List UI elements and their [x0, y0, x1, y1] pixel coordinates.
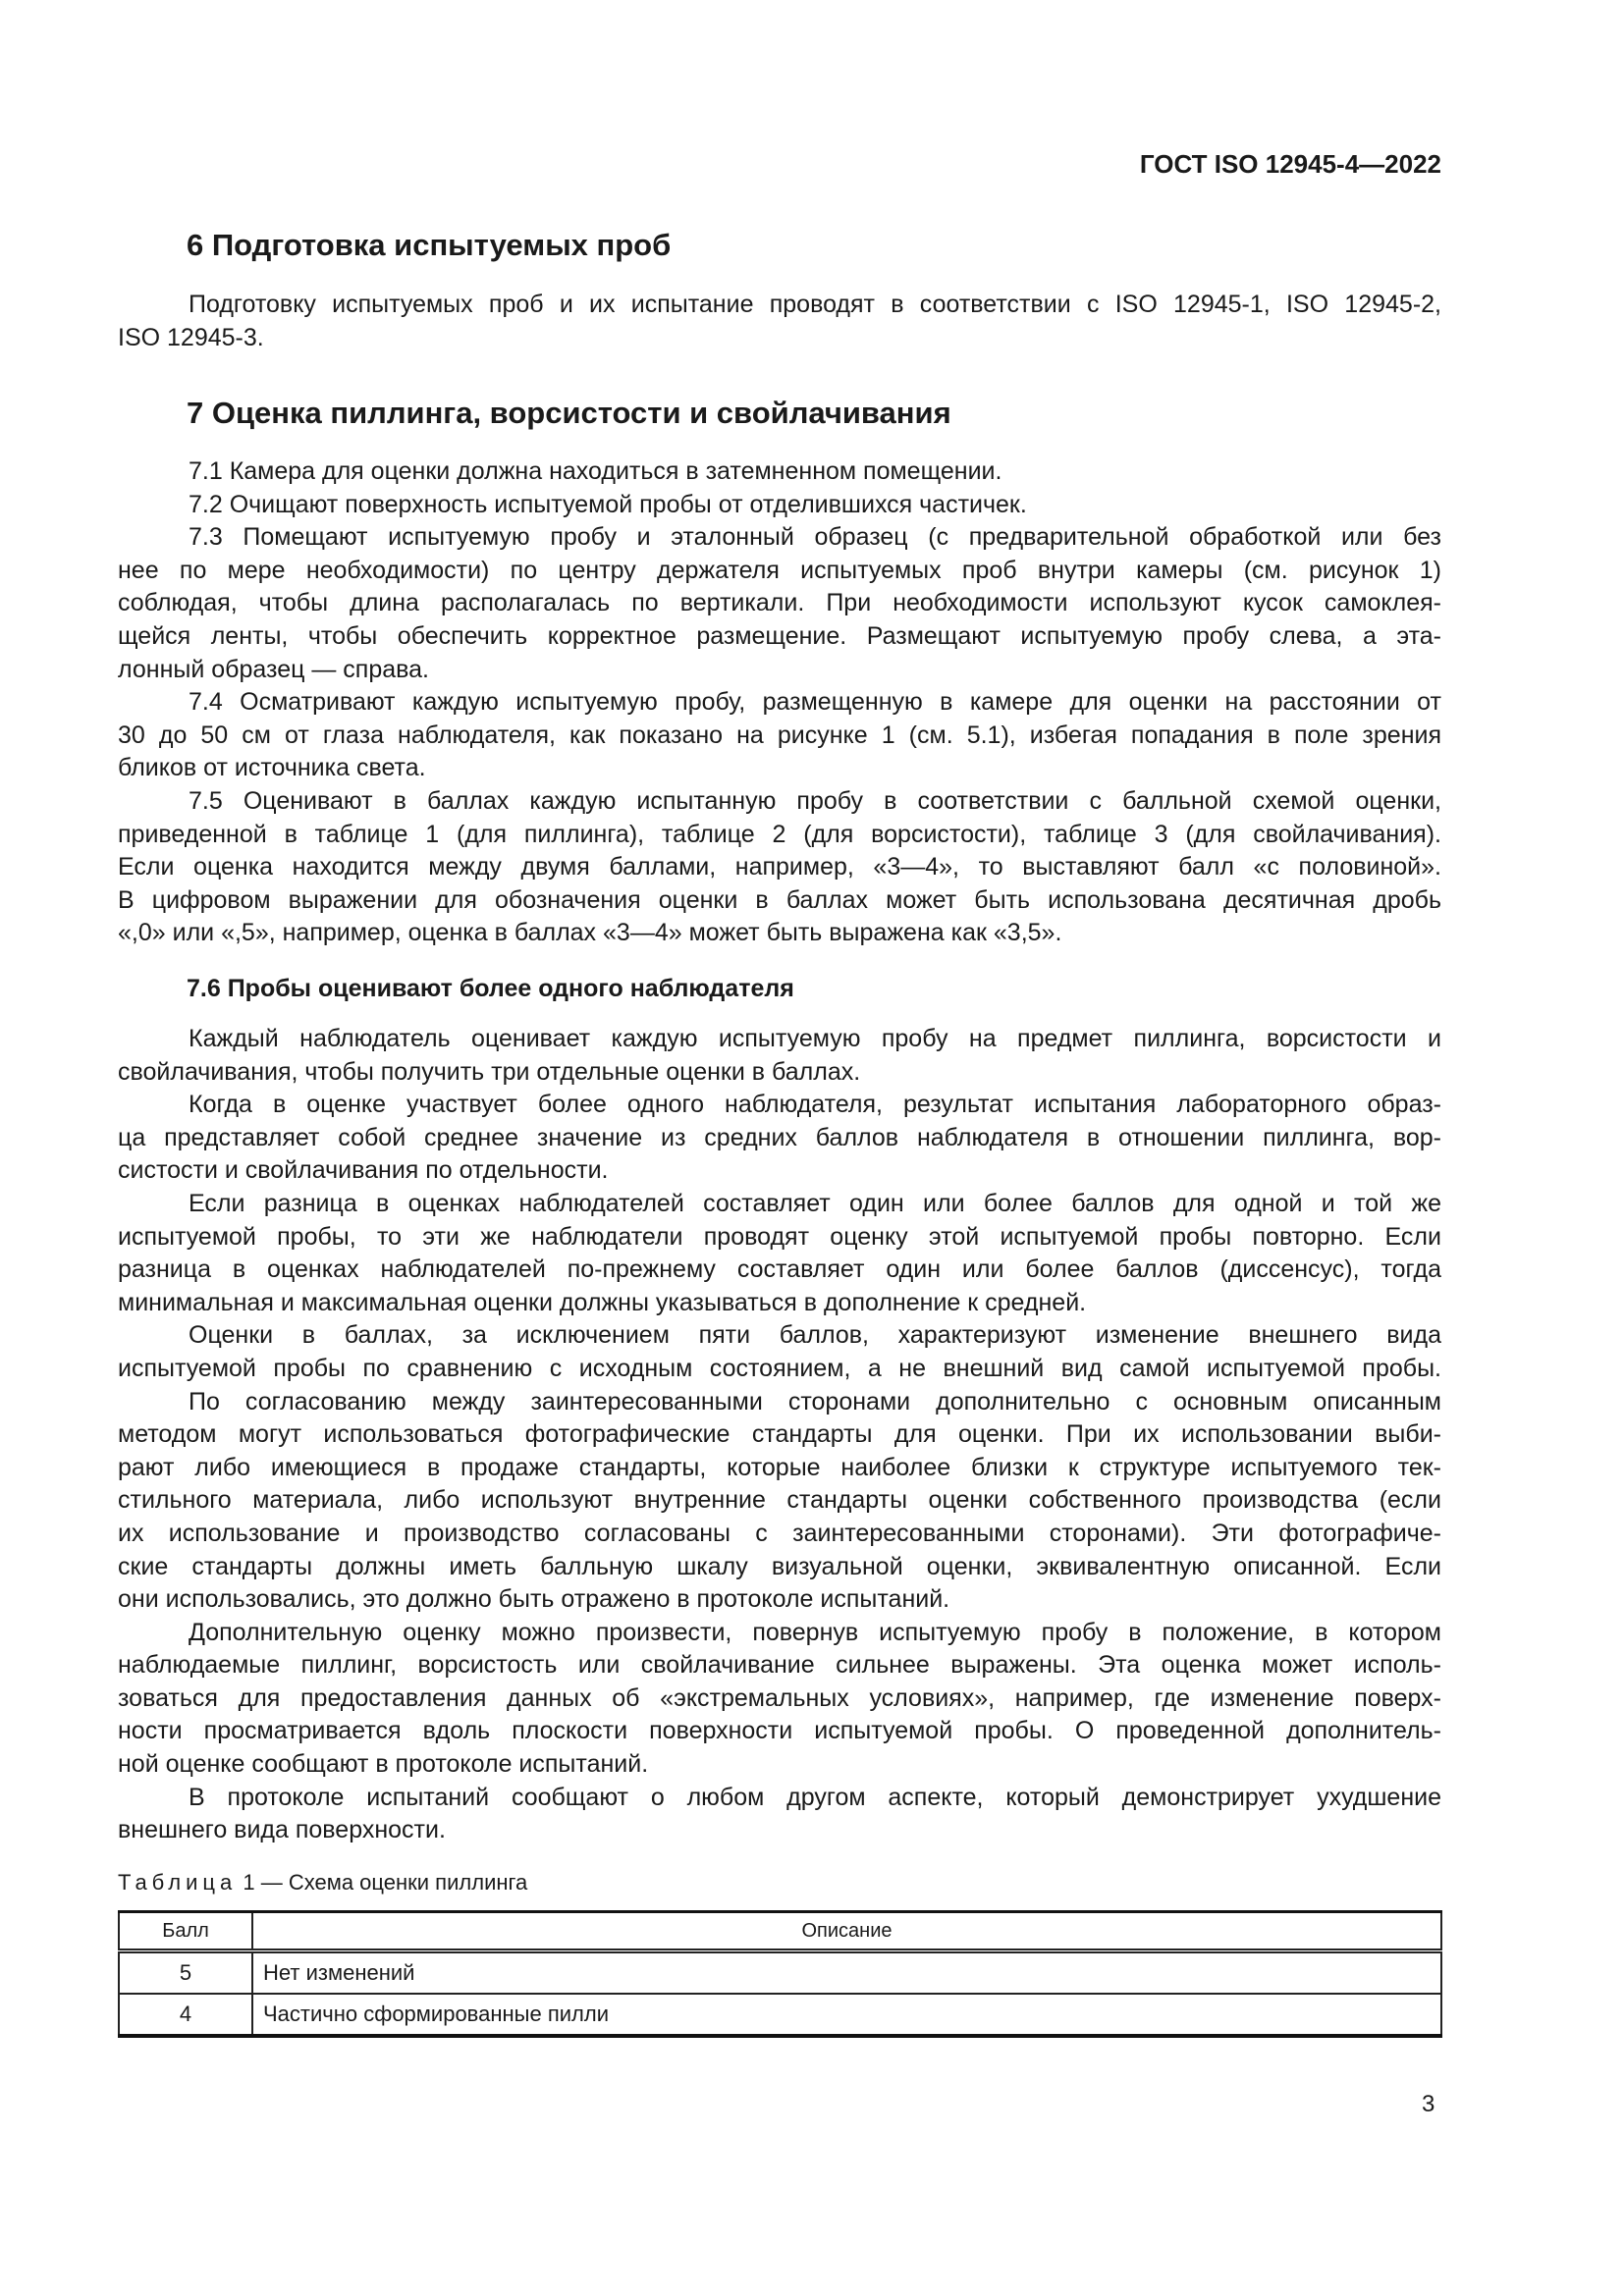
pilling-table [118, 1910, 1442, 2038]
table-caption [118, 1870, 527, 1896]
text-line: систости и свойлачивания по отдельности. [118, 1156, 609, 1185]
text-line: Когда в оценке участвует более одного наблюдателя, результат испытания лабораторного образ- [189, 1091, 1441, 1119]
section-7-heading: 7 Оценка пиллинга, ворсистости и свойлачивания [187, 396, 951, 430]
text-line: бликов от источника света. [118, 754, 426, 782]
text-line: Если разница в оценках наблюдателей составляет один или более баллов для одной и той же [189, 1189, 1441, 1217]
column-header-description: Описание [252, 1912, 1441, 1951]
text-line: разница в оценках наблюдателей по-прежнему составляет один или более баллов (диссенсус), тогда [118, 1255, 1441, 1284]
text-line: 7.5 Оценивают в баллах каждую испытанную пробу в соответствии с балльной схемой оценки, [189, 786, 1441, 815]
table-header-row [119, 1912, 1441, 1951]
section-7-body [118, 455, 1441, 950]
text-line: Если оценка находится между двумя баллами, например, «3—4», то выставляют балл «с половиной». [118, 853, 1441, 881]
text-line: ной оценке сообщают в протоколе испытаний. [118, 1750, 649, 1779]
text-line: приведенной в таблице 1 (для пиллинга), таблице 2 (для ворсистости), таблице 3 (для свойлачивания). [118, 820, 1441, 848]
text-line: Дополнительную оценку можно произвести, повернув испытуемую пробу в положение, в котором [189, 1618, 1441, 1646]
table-row [119, 1951, 1441, 1995]
text-line: щейся ленты, чтобы обеспечить корректное размещение. Размещают испытуемую пробу слева, а эта- [118, 621, 1441, 650]
text-line: соблюдая, чтобы длина располагалась по вертикали. При необходимости используют кусок самоклея- [118, 589, 1441, 617]
text-line: 7.3 Помещают испытуемую пробу и эталонный образец (с предварительной обработкой или без [189, 523, 1441, 552]
column-header-score: Балл [119, 1912, 252, 1951]
text-line: минимальная и максимальная оценки должны указываться в дополнение к средней. [118, 1288, 1087, 1316]
section-6-body [118, 289, 1441, 354]
text-line: испытуемой пробы, то эти же наблюдатели проводят оценку этой испытуемой пробы повторно. Если [118, 1222, 1441, 1251]
text-line: лонный образец — справа. [118, 655, 430, 683]
text-line: они использовались, это должно быть отражено в протоколе испытаний. [118, 1585, 950, 1614]
text-line: рают либо имеющиеся в продаже стандарты, которые наиболее близки к структуре испытуемого тек- [118, 1453, 1441, 1481]
table-caption-text: 1 — Схема оценки пиллинга [237, 1870, 528, 1895]
text-line: зоваться для предоставления данных об «экстремальных условиях», например, где изменение поверх- [118, 1683, 1441, 1712]
text-line: ские стандарты должны иметь балльную шкалу визуальной оценки, эквивалентную описанной. Если [118, 1552, 1441, 1580]
text-line: ности просматривается вдоль плоскости поверхности испытуемой пробы. О проведенной дополнитель- [118, 1717, 1441, 1745]
text-line: ISO 12945-3. [118, 323, 264, 351]
text-line: Подготовку испытуемых проб и их испытание проводят в соответствии с ISO 12945-1, ISO 12945-2, [189, 291, 1441, 318]
text-line: внешнего вида поверхности. [118, 1816, 446, 1844]
description-cell: Нет изменений [252, 1951, 1441, 1995]
text-line: наблюдаемые пиллинг, ворсистость или свойлачивание сильнее выражены. Эта оценка может исполь- [118, 1651, 1441, 1680]
section-7-6-heading: 7.6 Пробы оценивают более одного наблюдателя [187, 975, 794, 1002]
section-7-6-body [118, 1023, 1441, 1847]
score-cell: 5 [119, 1951, 252, 1995]
text-line: «,0» или «,5», например, оценка в баллах «3—4» может быть выражена как «3,5». [118, 919, 1062, 947]
text-line: ца представляет собой среднее значение из средних баллов наблюдателя в отношении пиллинга, вор- [118, 1123, 1441, 1151]
text-line: нее по мере необходимости) по центру держателя испытуемых проб внутри камеры (см. рисунок 1) [118, 556, 1441, 584]
description-cell: Частично сформированные пилли [252, 1994, 1441, 2036]
section-6-heading: 6 Подготовка испытуемых проб [187, 228, 672, 262]
page-number: 3 [1422, 2091, 1435, 2117]
text-line: В протоколе испытаний сообщают о любом другом аспекте, который демонстрирует ухудшение [189, 1783, 1441, 1811]
table-caption-label: Таблица [118, 1870, 238, 1895]
text-line: По согласованию между заинтересованными сторонами дополнительно с основным описанным [189, 1387, 1441, 1415]
text-line: Оценки в баллах, за исключением пяти баллов, характеризуют изменение внешнего вида [189, 1321, 1441, 1350]
text-line: свойлачивания, чтобы получить три отдельные оценки в баллах. [118, 1057, 861, 1086]
document-id: ГОСТ ISO 12945-4—2022 [1139, 149, 1441, 179]
score-cell: 4 [119, 1994, 252, 2036]
text-line: 7.1 Камера для оценки должна находиться в затемненном помещении. [189, 457, 1002, 485]
text-line: испытуемой пробы по сравнению с исходным состоянием, а не внешний вид самой испытуемой пробы. [118, 1354, 1441, 1382]
text-line: Каждый наблюдатель оценивает каждую испытуемую пробу на предмет пиллинга, ворсистости и [189, 1025, 1441, 1052]
text-line: их использование и производство согласованы с заинтересованными сторонами). Эти фотографиче- [118, 1519, 1441, 1547]
text-line: 7.2 Очищают поверхность испытуемой пробы от отделившихся частичек. [189, 490, 1027, 518]
text-line: В цифровом выражении для обозначения оценки в баллах может быть использована десятичная дробь [118, 885, 1441, 914]
table-row [119, 1994, 1441, 2036]
text-line: стильного материала, либо используют внутренние стандарты оценки собственного производства (если [118, 1486, 1441, 1515]
text-line: 7.4 Осматривают каждую испытуемую пробу, размещенную в камере для оценки на расстоянии от [189, 688, 1441, 717]
text-line: 30 до 50 см от глаза наблюдателя, как показано на рисунке 1 (см. 5.1), избегая попадания в поле зрения [118, 721, 1441, 749]
text-line: методом могут использоваться фотографические стандарты для оценки. При их использовании выби- [118, 1420, 1441, 1449]
